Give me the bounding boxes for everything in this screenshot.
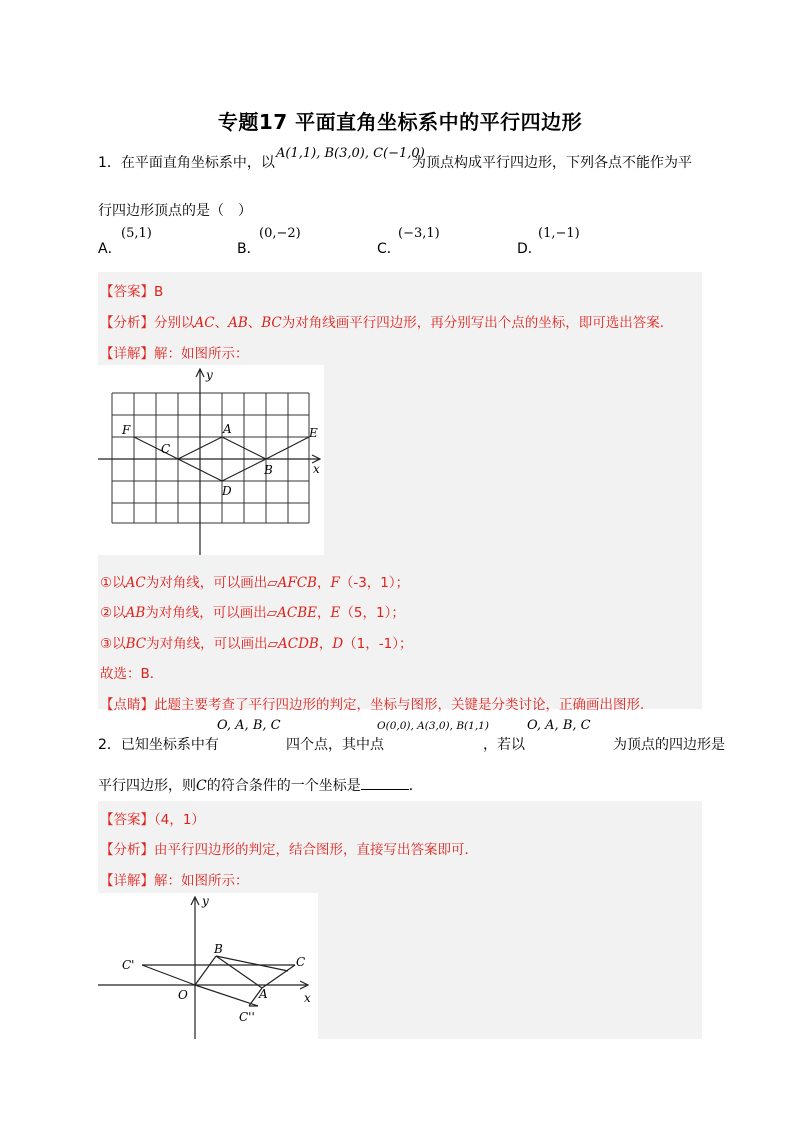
q2-stem-line2: 平行四边形，则C的符合条件的一个坐标是 ． bbox=[98, 778, 423, 794]
q1-case-2: ②以AB为对角线，可以画出▱ACBE，E（5，1）； bbox=[100, 605, 405, 621]
q1-option-b-label: B． bbox=[237, 241, 261, 257]
q2-answer: 【答案】（4，1） bbox=[100, 812, 205, 828]
q1-coordinate-figure bbox=[98, 365, 324, 555]
q1-analysis: 【分析】分别以AC、AB、BC为对角线画平行四边形，再分别写出个点的坐标，即可选出答案． bbox=[100, 315, 674, 331]
q1-option-b-value: (0,−2) bbox=[259, 226, 301, 241]
page-title: 专题17 平面直角坐标系中的平行四边形 bbox=[217, 110, 583, 134]
q2-coordinate-figure bbox=[98, 893, 318, 1039]
q1-point-c-label: C bbox=[161, 442, 171, 456]
q1-point-e-label: E bbox=[309, 426, 318, 440]
q1-stem-a: 在平面直角坐标系中，以 bbox=[120, 155, 275, 171]
q1-option-a-value: (5,1) bbox=[121, 226, 152, 241]
q2-x-label: x bbox=[304, 991, 311, 1005]
q2-stem-line1 bbox=[98, 734, 219, 754]
q1-detail: 【详解】解：如图所示： bbox=[100, 346, 249, 362]
q1-axes bbox=[98, 369, 320, 555]
q1-option-a-label: A． bbox=[98, 241, 122, 257]
q2-y-label: y bbox=[202, 894, 209, 908]
q2-stem-d: 为顶点的四边形是 bbox=[613, 737, 725, 753]
q2-points-1: O, A, B, C bbox=[217, 718, 281, 733]
q1-answer: 【答案】B bbox=[100, 284, 164, 300]
q2-stem-a: 已知坐标系中有 bbox=[120, 737, 219, 753]
q1-grid bbox=[112, 393, 309, 523]
q2-point-c-label: C bbox=[296, 955, 306, 969]
q2-analysis: 【分析】由平行四边形的判定，结合图形，直接写出答案即可． bbox=[100, 842, 478, 858]
q2-point-o-label: O bbox=[178, 988, 188, 1002]
q2-point-b-label: B bbox=[214, 942, 223, 956]
q1-choose: 故选：B． bbox=[100, 666, 164, 682]
q2-number: 2． bbox=[98, 737, 121, 753]
q1-option-c-label: C． bbox=[377, 241, 401, 257]
q1-point-b-label: B bbox=[264, 463, 273, 477]
q1-case-1: ①以AC为对角线，可以画出▱AFCB，F（-3，1）； bbox=[100, 575, 410, 591]
q1-option-c-value: (−3,1) bbox=[398, 226, 440, 241]
q1-figure bbox=[98, 365, 324, 555]
q2-parallelograms bbox=[142, 956, 295, 1006]
q1-stem-c: 行四边形顶点的是（ ） bbox=[98, 203, 252, 219]
q1-point-d-label: D bbox=[222, 484, 232, 498]
q1-option-d-label: D． bbox=[517, 241, 542, 257]
q2-points-3: O, A, B, C bbox=[527, 718, 591, 733]
q2-detail: 【详解】解：如图所示： bbox=[100, 873, 249, 889]
q2-point-cprime-label: C' bbox=[122, 958, 135, 972]
q1-stem-line1 bbox=[98, 152, 275, 172]
q1-comment: 【点睛】此题主要考查了平行四边形的判定，坐标与图形，关键是分类讨论，正确画出图形． bbox=[100, 697, 654, 713]
q1-number: 1． bbox=[98, 155, 121, 171]
q2-point-cdoubleprime-label: C'' bbox=[239, 1010, 255, 1024]
q2-point-a-label: A bbox=[259, 987, 268, 1001]
q2-points-2: O(0,0), A(3,0), B(1,1) bbox=[377, 720, 489, 732]
q1-points: A(1,1), B(3,0), C(−1,0) bbox=[276, 146, 425, 161]
q2-answer-blank bbox=[361, 777, 409, 790]
q1-stem-b: 为顶点构成平行四边形，下列各点不能作为平 bbox=[412, 155, 692, 171]
q1-point-a-label: A bbox=[223, 422, 232, 436]
q1-x-label: x bbox=[313, 462, 320, 476]
q2-figure bbox=[98, 893, 318, 1039]
q2-stem-c: ，若以 bbox=[483, 737, 525, 753]
q1-option-d-value: (1,−1) bbox=[538, 226, 580, 241]
q1-y-label: y bbox=[206, 368, 213, 382]
q1-point-f-label: F bbox=[122, 423, 131, 437]
q2-stem-b: 四个点，其中点 bbox=[286, 737, 384, 753]
q1-case-3: ③以BC为对角线，可以画出▱ACDB，D（1，-1）； bbox=[100, 636, 413, 652]
